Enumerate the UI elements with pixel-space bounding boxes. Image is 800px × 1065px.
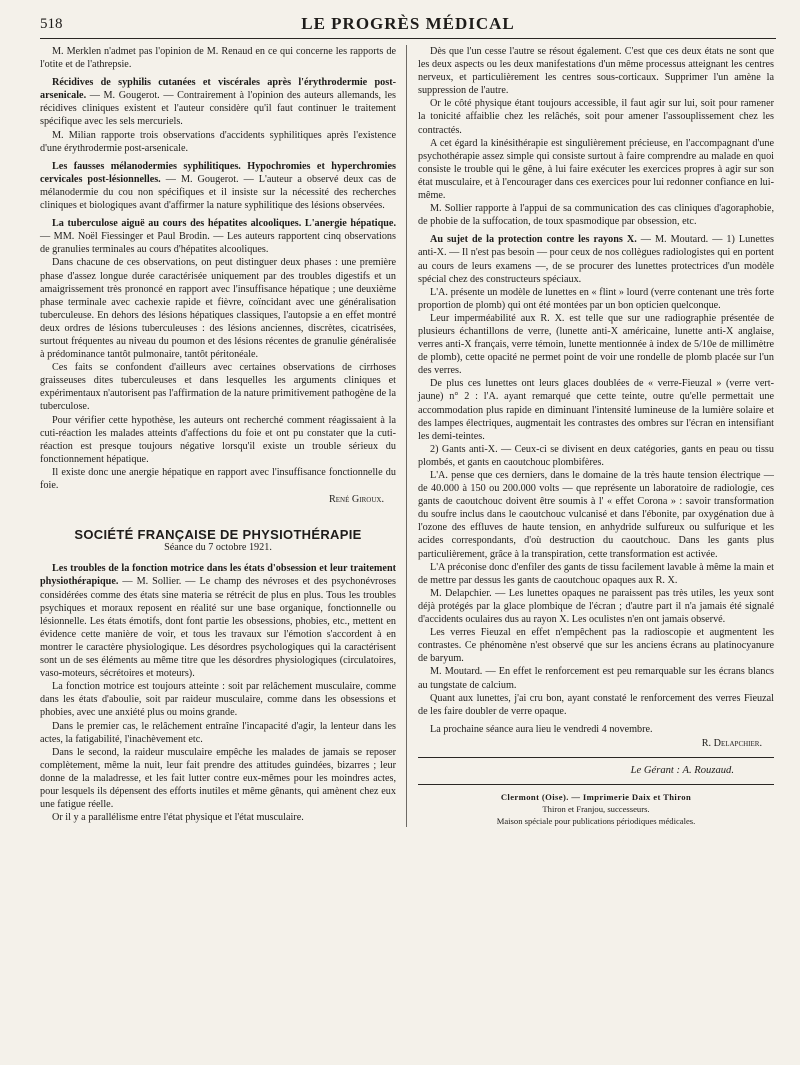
divider — [418, 757, 774, 758]
imprint-printer: Clermont (Oise). — Imprimerie Daix et Thiron — [500, 792, 692, 803]
paragraph: L'A. pense que ces derniers, dans le domaine de la très haute tension électrique — de 40.000 à 150 ou 200.000 volts — que représente un laboratoire de radiologie, ces gants de caoutchouc doivent être soumis à l' « effet Corona » : savoir transformation du soufre inclus dans le caoutchouc vulcanisé et dans l'ébonite, par oxygénation due à l'ozone des effluves de haute tension, en anhydride sulfureux ou sulfurique et les acides correspondants, d'où destruction du caoutchouc. Dans les gants plus particulièrement, grâce à la transpiration, cette transformation est activée. — [418, 470, 774, 560]
paragraph: M. Moutard. — En effet le renforcement est peu remarquable sur les écrans blancs au tungstate de calcium. — [418, 666, 774, 691]
signature: R. Delapchier. — [701, 737, 762, 749]
paragraph: M. Milian rapporte trois observations d'accidents syphilitiques après l'existence d'une érythrodermie post-arsenicale. — [40, 129, 396, 154]
paragraph: La prochaine séance aura lieu le vendredi 4 novembre. — [430, 723, 653, 735]
paragraph: De plus ces lunettes ont leurs glaces doublées de « verre-Fieuzal » (verre vert-jaune) n° 2 : l'A. ayant remarqué que cette teinte, outre qu'elle permettait une accommodation plus rapide en diminuant l'intensité lumineuse de la lumière solaire et des lampes électriques, augmentait les contrastes des ombres sur l'écran en intensifiant les demi-teintes. — [418, 378, 774, 442]
paragraph: Dans le premier cas, le relâchement entraîne l'incapacité d'agir, la lenteur dans les actes, la fatigabilité, l'inachèvement etc. — [40, 720, 396, 745]
gerant-line: Le Gérant : A. Rouzaud. — [630, 764, 734, 776]
paragraph: 2) Gants anti-X. — Ceux-ci se divisent en deux catégories, gants en peau ou tissu plombés, et gants en caoutchouc plombifères. — [418, 443, 774, 468]
paragraph: M. Merklen n'admet pas l'opinion de M. Renaud en ce qui concerne les rapports de l'otite et de l'athrepsie. — [40, 46, 396, 71]
right-column — [406, 45, 774, 827]
article-body: — M. Sollier. — Le champ des névroses et des psychonévroses considérées comme des états sine materia se rétrécit de plus en plus. Tous les troubles psychiques et moraux reposent en réalité sur une base organique, fonctionnelle ou lésionnelle. Les états émotifs, dont font partie les obsessions, phobies, etc., mettent en évidence cette manière de voir, et tous les travaux sur l'émotion s'accordent à en montrer le caractère physiologique. Les désordres psychologiques qui la caractérisent sont un de ses éléments au même titre que les désordres physiologiques (circulatoires, vaso-moteurs, sécrétoires et moteurs). — [40, 576, 396, 680]
left-column — [40, 45, 406, 827]
article-title: Au sujet de la protection contre les rayons X. — [430, 234, 637, 246]
paragraph: Or il y a parallélisme entre l'état physique et l'état musculaire. — [52, 812, 304, 824]
paragraph: Leur imperméabilité aux R. X. est telle que sur une radiographie présentée de plusieurs échantillons de verre, (lunette anti-X américaine, lunette anti-X anglaise, verres anti-X français, verre témoin, lunette mentionnée à index de 5/10e de millimètre de plomb), cette opacité ne permet point de voir une rondelle de plomb placée sur l'un des verres. — [418, 312, 774, 377]
divider — [418, 784, 774, 785]
paragraph — [40, 562, 396, 680]
paragraph — [40, 76, 396, 128]
paragraph: Pour vérifier cette hypothèse, les auteurs ont recherché comment réagissaient à la cuti-réaction les malades atteints d'affections du foie et ont pu constater que la cuti-réaction est presque toujours négative lorsqu'il existe un trouble sérieux du fonctionnement hépatique. — [40, 414, 396, 465]
running-head — [40, 12, 776, 39]
article-body: — M. Moutard. — 1) Lunettes anti-X. — Il n'est pas besoin — pour ceux de nos collègues radiologistes qui en portent au cours de leurs examens —, de se procurer des lunettes protectrices d'un modèle spécial chez des constructeurs spéciaux. — [418, 234, 774, 285]
section-date: Séance du 7 octobre 1921. — [164, 542, 272, 554]
paragraph: Il existe donc une anergie hépatique en rapport avec l'insuffisance fonctionnelle du foie. — [40, 466, 396, 491]
paragraph: Dès que l'un cesse l'autre se résout également. C'est que ces deux états ne sont que les deux aspects ou les deux manifestations d'un même processus atteignant les centres nerveux, et particulièrement les centres sous-corticaux. Supprimer l'un amène la suppression de l'autre. — [418, 46, 774, 97]
paragraph — [418, 233, 774, 285]
paragraph: Dans chacune de ces observations, on peut distinguer deux phases : une première phase d'assez longue durée caractérisée uniquement par des troubles digestifs et un amaigrissement très prononcé en rapport avec l'insuffisance hépatique ; une deuxième phase terminale avec cachexie rapide et fièvre, coïncidant avec une généralisation tuberculeuse. En dehors des lésions hépatiques classiques, l'autopsie a en effet montré deux ordres de lésions tuberculeuses : des lésions anciennes, discrètes, cicatrisées, surtout fréquentes au niveau du poumon et des lésions récentes de granulie généralisée à prédominance tantôt pulmonaire, tantôt péritonéale. — [40, 257, 396, 361]
paragraph — [40, 160, 396, 212]
page-number: 518 — [40, 16, 63, 32]
paragraph: L'A préconise donc d'enfiler des gants de tissu facilement lavable à même la main et de mettre par dessus les gants de caoutchouc opaques aux R. X. — [418, 561, 774, 586]
article-title: La tuberculose aiguë au cours des hépatites alcooliques. L'anergie hépatique. — [52, 218, 396, 230]
paragraph: Ces faits se confondent d'ailleurs avec certaines observations de cirrhoses graisseuses dites tuberculeuses et dans lesquelles les arguments cliniques et expérimentaux n'autorisent pas l'affirmation de la nature primitivement pathogène de la tuberculose. — [40, 362, 396, 413]
paragraph: Or le côté physique étant toujours accessible, il faut agir sur lui, soit pour ramener la tonicité affaiblie chez les relâchés, soit pour amener l'assouplissement chez les contractés. — [418, 98, 774, 136]
text-columns — [40, 45, 776, 827]
paragraph: L'A. présente un modèle de lunettes en « flint » lourd (verre contenant une très forte proportion de plomb) qui ont été montées par un bon opticien quelconque. — [418, 286, 774, 311]
paragraph: A cet égard la kinésithérapie est singulièrement précieuse, en l'accompagnant d'une psychothérapie assez simple qui consiste surtout à faire comprendre au malade en quoi consiste le trouble qui le gêne, à lui faire exécuter les exercices propres à agir sur son état musculaire, et à l'encourager dans ces exercices pour lui redonner confiance en lui-même. — [418, 137, 774, 202]
journal-title: LE PROGRÈS MÉDICAL — [301, 14, 515, 33]
article-body: — M. Gougerot. — L'auteur a observé deux cas de mélanodermie du cou non spécifiques et il insiste sur la nécessité des recherches cliniques et biologiques avant d'affirmer la nature syphilitique des lésions observées. — [40, 173, 396, 212]
paragraph: Quant aux lunettes, j'ai cru bon, ayant constaté le renforcement des verres Fieuzal de les faire doubler de verre opaque. — [418, 692, 774, 717]
paragraph: M. Sollier rapporte à l'appui de sa communication des cas cliniques d'agoraphobie, de phobie de la suffocation, de toux spasmodique par obsession, etc. — [418, 203, 774, 228]
article-title: Les troubles de la fonction motrice dans les états d'obsession et leur traitement physiothérapique. — [40, 563, 396, 588]
imprint — [418, 791, 774, 827]
paragraph: M. Delapchier. — Les lunettes opaques ne paraissent pas très utiles, les yeux sont déjà protégés par la glace plombique de l'écran ; d'autre part il n'a jamais été signalé d'accidents oculaires dus au rayon X. Les oculistes n'en ont jamais observé. — [418, 587, 774, 626]
paragraph: Dans le second, la raideur musculaire empêche les malades de jamais se reposer complètement, même la nuit, leur fait prendre des attitudes guindées, bizarres ; leur donne de la maladresse, et les fait lutter contre eux-mêmes pour les moindres actes, pour lesquels ils dépensent des efforts inutiles et même gênants, qui amènent chez eux une fatigue réelle. — [40, 746, 396, 811]
signature: René Giroux. — [328, 494, 384, 506]
paragraph: Les verres Fieuzal en effet n'empêchent pas la radioscopie et augmentent les contrastes. Ce phénomène n'est observé que sur les anciens écrans au platinocyanure de baryum. — [418, 627, 774, 665]
imprint-successors: Thiron et Franjou, successeurs. — [542, 804, 650, 815]
paragraph: La fonction motrice est toujours atteinte : soit par relâchement musculaire, comme dans les états d'aboulie, soit par raideur musculaire, comme dans les obsessions et phobies, avec une anxiété plus ou moins grande. — [40, 681, 396, 719]
imprint-specialty: Maison spéciale pour publications périodiques médicales. — [496, 816, 696, 827]
article-body: — MM. Noël Fiessinger et Paul Brodin. — Les auteurs rapportent cinq observations de granulies terminales au cours d'hépatites alcooliques. — [40, 231, 396, 256]
article-title: Récidives de syphilis cutanées et viscérales après l'érythrodermie post-arsenicale. — [40, 77, 396, 102]
article-title: Les fausses mélanodermies syphilitiques. Hypochromies et hyperchromies cervicales post-lésionnelles. — [40, 160, 396, 185]
article-body: — M. Gougerot. — Contrairement à l'opinion des auteurs allemands, les récidives cliniques existent et l'auteur considère qu'il faut continuer le traitement spécifique avec les sels mercuriels. — [40, 90, 396, 128]
section-title: SOCIÉTÉ FRANÇAISE DE PHYSIOTHÉRAPIE — [74, 527, 362, 543]
paragraph — [40, 217, 396, 256]
